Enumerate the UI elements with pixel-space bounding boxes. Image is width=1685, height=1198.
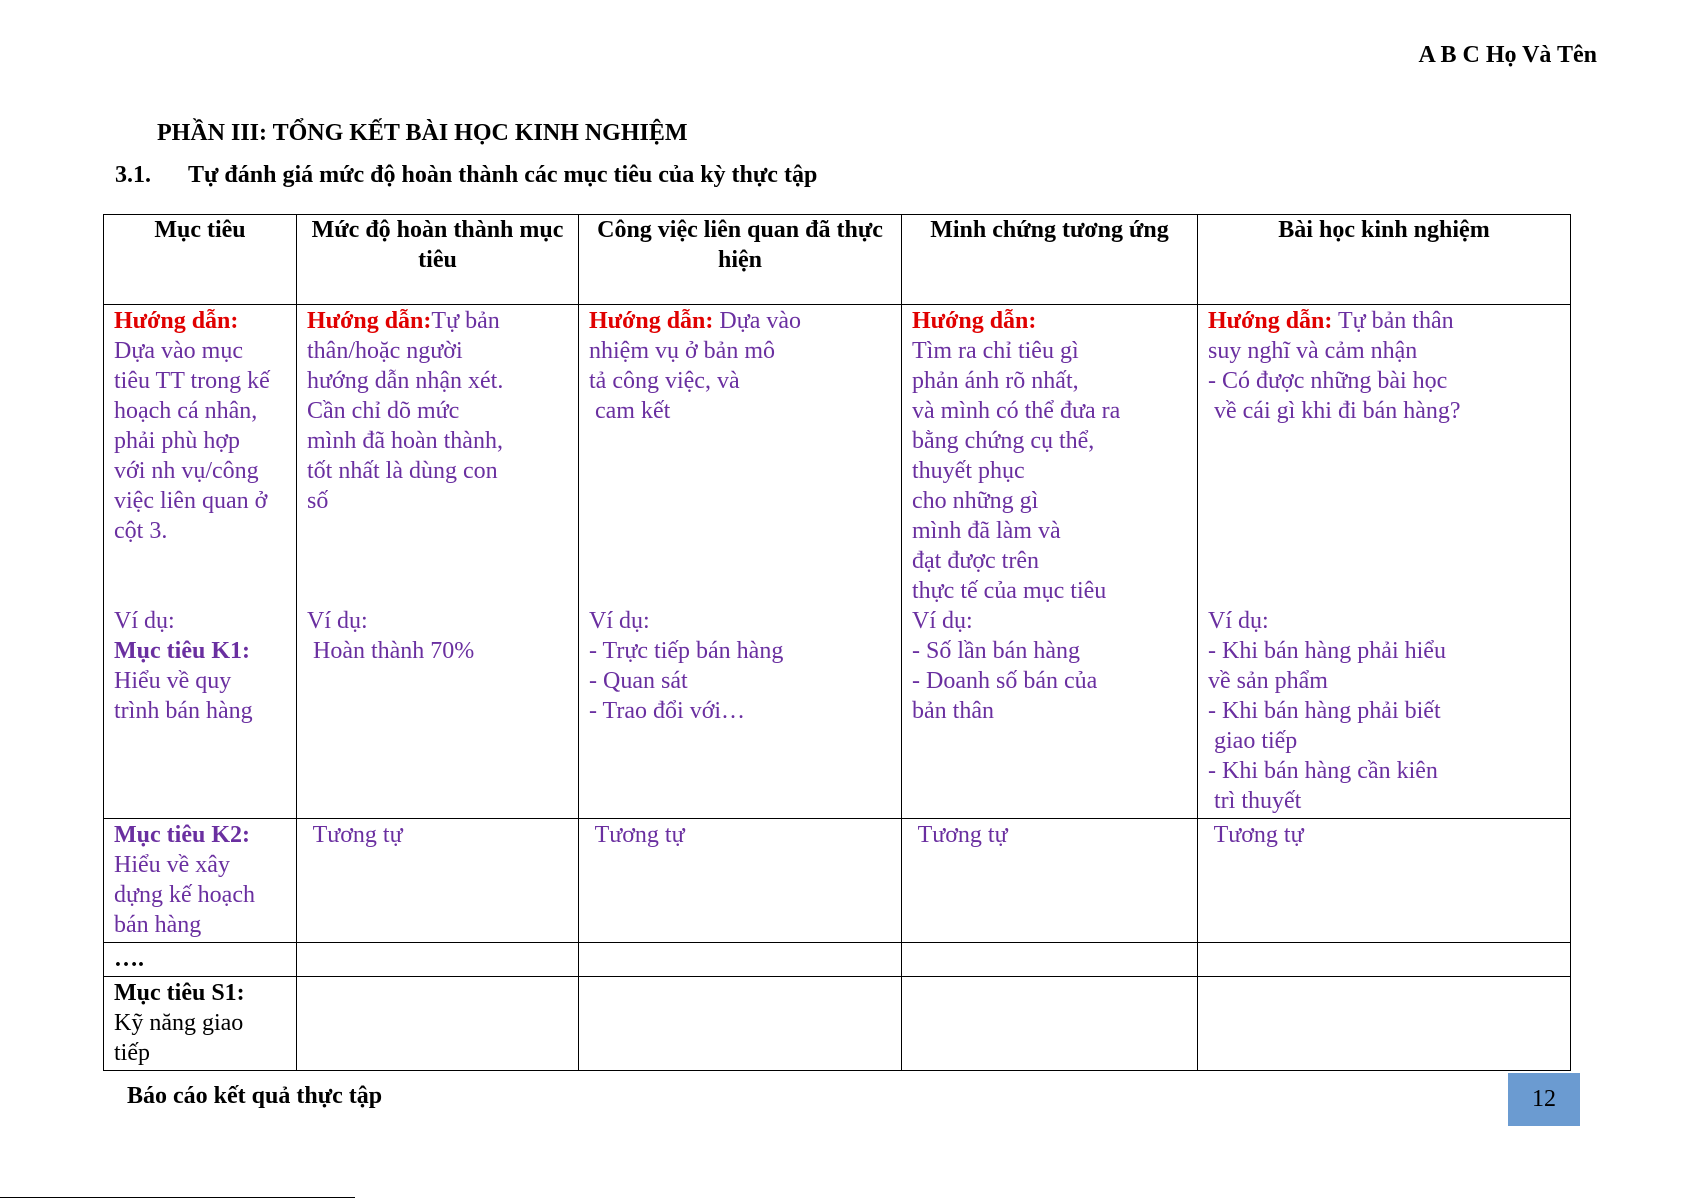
goal-k2-label: Mục tiêu K2: bbox=[114, 822, 250, 848]
cell-evidence-guide bbox=[902, 305, 1198, 819]
table-row-k2 bbox=[104, 819, 1571, 943]
guide-label: Hướng dẫn: bbox=[307, 308, 432, 334]
guide-label: Hướng dẫn: bbox=[912, 308, 1037, 334]
lesson-item: - Khi bán hàng phải hiểu bbox=[1208, 638, 1446, 664]
guide-line: - Có được những bài học bbox=[1208, 368, 1448, 394]
cell-lessons-k2 bbox=[1198, 819, 1571, 943]
cell-goal-k2 bbox=[104, 819, 297, 943]
goal-k1-label: Mục tiêu K1: bbox=[114, 638, 250, 664]
header-tasks: Công việc liên quan đã thực hiện bbox=[579, 215, 902, 305]
guide-line: cho những gì bbox=[912, 488, 1039, 514]
cell-lessons-guide bbox=[1198, 305, 1571, 819]
guide-line: với nh vụ/công bbox=[114, 458, 259, 484]
lesson-item: giao tiếp bbox=[1208, 728, 1298, 754]
evaluation-table bbox=[103, 214, 1571, 1071]
cell-completion-guide bbox=[297, 305, 579, 819]
evidence-item: - Doanh số bán của bbox=[912, 668, 1098, 694]
ellipsis-text: …. bbox=[114, 946, 144, 972]
task-item: - Trực tiếp bán hàng bbox=[589, 638, 784, 664]
cell-goal-s1 bbox=[104, 977, 297, 1071]
guide-line: bằng chứng cụ thể, bbox=[912, 428, 1095, 454]
guide-line: Dựa vào bbox=[719, 308, 802, 334]
guide-line: Tự bản thân bbox=[1337, 308, 1454, 334]
example-label: Ví dụ: bbox=[589, 608, 650, 634]
cell-tasks-guide bbox=[579, 305, 902, 819]
table-row-ellipsis bbox=[104, 943, 1571, 977]
guide-line: nhiệm vụ ở bản mô bbox=[589, 338, 775, 364]
guide-line: Dựa vào mục bbox=[114, 338, 243, 364]
guide-line: Tìm ra chỉ tiêu gì bbox=[912, 338, 1079, 364]
cell-empty bbox=[297, 943, 579, 977]
table-header-row bbox=[104, 215, 1571, 305]
guide-line: hướng dẫn nhận xét. bbox=[307, 368, 504, 394]
header-evidence: Minh chứng tương ứng bbox=[902, 215, 1198, 305]
lesson-item: trì thuyết bbox=[1208, 788, 1302, 814]
guide-label: Hướng dẫn: bbox=[1208, 308, 1333, 334]
task-item: - Quan sát bbox=[589, 668, 688, 694]
cell-empty bbox=[579, 943, 902, 977]
header-completion: Mức độ hoàn thành mục tiêu bbox=[297, 215, 579, 305]
guide-line: tốt nhất là dùng con bbox=[307, 458, 498, 484]
guide-line: thực tế của mục tiêu bbox=[912, 578, 1107, 604]
guide-line: cam kết bbox=[589, 398, 671, 424]
goal-s1-line: Kỹ năng giao bbox=[114, 1010, 244, 1036]
cell-empty bbox=[579, 977, 902, 1071]
example-label: Ví dụ: bbox=[114, 608, 175, 634]
guide-line: về cái gì khi đi bán hàng? bbox=[1208, 398, 1461, 424]
cell-tasks-k2 bbox=[579, 819, 902, 943]
footer-title: Báo cáo kết quả thực tập bbox=[127, 1083, 383, 1109]
goal-s1-label: Mục tiêu S1: bbox=[114, 980, 245, 1006]
goal-k2-line: dựng kế hoạch bbox=[114, 882, 255, 908]
guide-label: Hướng dẫn: bbox=[114, 308, 239, 334]
completion-value: Hoàn thành 70% bbox=[307, 638, 475, 664]
header-lessons: Bài học kinh nghiệm bbox=[1198, 215, 1571, 305]
cell-empty bbox=[1198, 977, 1571, 1071]
guide-label: Hướng dẫn: bbox=[589, 308, 714, 334]
guide-line: đạt được trên bbox=[912, 548, 1039, 574]
guide-line: cột 3. bbox=[114, 518, 168, 544]
cell-empty bbox=[902, 943, 1198, 977]
page-number: 12 bbox=[1508, 1073, 1580, 1126]
guide-line: hoạch cá nhân, bbox=[114, 398, 258, 424]
example-label: Ví dụ: bbox=[307, 608, 368, 634]
example-label: Ví dụ: bbox=[912, 608, 973, 634]
cell-empty bbox=[902, 977, 1198, 1071]
guide-line: thuyết phục bbox=[912, 458, 1025, 484]
goal-k2-line: bán hàng bbox=[114, 912, 202, 938]
cell-empty bbox=[297, 977, 579, 1071]
table-row-guide bbox=[104, 305, 1571, 819]
evidence-item: bản thân bbox=[912, 698, 994, 724]
lesson-item: - Khi bán hàng phải biết bbox=[1208, 698, 1441, 724]
guide-line: tả công việc, và bbox=[589, 368, 740, 394]
header-goal: Mục tiêu bbox=[104, 215, 297, 305]
goal-s1-line: tiếp bbox=[114, 1040, 150, 1066]
goal-k1-line: Hiểu về quy bbox=[114, 668, 232, 694]
guide-line: suy nghĩ và cảm nhận bbox=[1208, 338, 1418, 364]
guide-line: số bbox=[307, 488, 329, 514]
lesson-item: về sản phẩm bbox=[1208, 668, 1328, 694]
guide-line: mình đã hoàn thành, bbox=[307, 428, 503, 454]
table-row-s1 bbox=[104, 977, 1571, 1071]
cell-evidence-k2 bbox=[902, 819, 1198, 943]
section-title bbox=[115, 162, 817, 189]
part-title: PHẦN III: TỔNG KẾT BÀI HỌC KINH NGHIỆM bbox=[157, 120, 688, 146]
cell-ellipsis bbox=[104, 943, 297, 977]
guide-line: và mình có thể đưa ra bbox=[912, 398, 1121, 424]
guide-line: việc liên quan ở bbox=[114, 488, 268, 514]
example-label: Ví dụ: bbox=[1208, 608, 1269, 634]
cell-completion-k2 bbox=[297, 819, 579, 943]
section-number: 3.1. bbox=[115, 162, 151, 188]
guide-line: phản ánh rõ nhất, bbox=[912, 368, 1079, 394]
author-header: A B C Họ Và Tên bbox=[1418, 42, 1597, 68]
similar-text: Tương tự bbox=[307, 822, 403, 848]
guide-line: Tự bản bbox=[431, 308, 500, 334]
cell-goal-guide bbox=[104, 305, 297, 819]
task-item: - Trao đổi với… bbox=[589, 698, 746, 724]
similar-text: Tương tự bbox=[912, 822, 1008, 848]
guide-line: Cần chỉ dõ mức bbox=[307, 398, 460, 424]
evidence-item: - Số lần bán hàng bbox=[912, 638, 1080, 664]
similar-text: Tương tự bbox=[589, 822, 685, 848]
section-title-text: Tự đánh giá mức độ hoàn thành các mục tiêu của kỳ thực tập bbox=[188, 162, 818, 188]
guide-line: phải phù hợp bbox=[114, 428, 241, 454]
guide-line: thân/hoặc người bbox=[307, 338, 463, 364]
goal-k2-line: Hiểu về xây bbox=[114, 852, 230, 878]
guide-line: mình đã làm và bbox=[912, 518, 1061, 544]
similar-text: Tương tự bbox=[1208, 822, 1304, 848]
goal-k1-line: trình bán hàng bbox=[114, 698, 253, 724]
guide-line: tiêu TT trong kế bbox=[114, 368, 270, 394]
cell-empty bbox=[1198, 943, 1571, 977]
lesson-item: - Khi bán hàng cần kiên bbox=[1208, 758, 1438, 784]
